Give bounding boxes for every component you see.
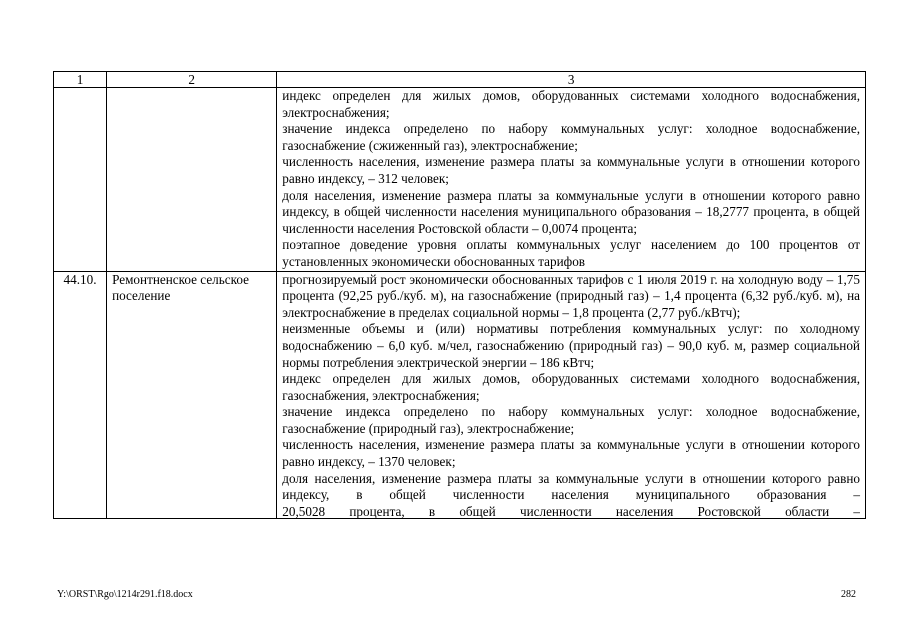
paragraph: поэтапное доведение уровня оплаты коммунальных услуг населением до 100 процентов от установленных экономически обоснованных тарифов — [282, 237, 860, 269]
header-col-2: 2 — [107, 72, 277, 88]
paragraph: неизменные объемы и (или) нормативы потребления коммунальных услуг: по холодному водоснабжению – 6,0 куб. м/чел, газоснабжению (природный газ) – 90,0 куб. м, размер социальной нормы потребления электрической энергии – 186 кВтч; — [282, 321, 860, 370]
settlement-name-cell: Ремонтненское сельское поселение — [107, 271, 277, 518]
table-row-continued — [54, 88, 866, 272]
header-col-3: 3 — [277, 72, 866, 88]
paragraph: 20,5028 процента, в общей численности населения Ростовской области – — [282, 503, 860, 518]
description-cell — [277, 88, 866, 272]
paragraph: доля населения, изменение размера платы за коммунальные услуги в отношении которого равно индексу, в общей численности населения муниципального образования – — [282, 470, 860, 503]
header-col-1: 1 — [54, 72, 107, 88]
footer-page-number: 282 — [841, 589, 856, 600]
row-number-cell — [54, 88, 107, 272]
footer-file-path: Y:\ORST\Rgo\1214r291.f18.docx — [57, 589, 193, 600]
document-table — [53, 71, 866, 519]
paragraph: значение индекса определено по набору коммунальных услуг: холодное водоснабжение, газоснабжение (сжиженный газ), электроснабжение; — [282, 121, 860, 153]
paragraph: прогнозируемый рост экономически обоснованных тарифов с 1 июля 2019 г. на холодную воду – 1,75 процента (92,25 руб./куб. м), на газоснабжение (природный газ) – 1,4 процента (6,32 руб./куб. м), на электроснабжение в пределах социальной нормы – 1,8 процента (2,77 руб./кВтч); — [282, 271, 860, 320]
paragraph: численность населения, изменение размера платы за коммунальные услуги в отношении которого равно индексу, – 1370 человек; — [282, 437, 860, 470]
table-row-44-10 — [54, 271, 866, 518]
paragraph: значение индекса определено по набору коммунальных услуг: холодное водоснабжение, газоснабжение (природный газ), электроснабжение; — [282, 404, 860, 436]
paragraph: индекс определен для жилых домов, оборудованных системами холодного водоснабжения, электроснабжения; — [282, 88, 860, 120]
paragraph: доля населения, изменение размера платы за коммунальные услуги в отношении которого равно индексу, в общей численности населения муниципального образования – 18,2777 процента, в общей численности населения Ростовской области – 0,0074 процента; — [282, 187, 860, 236]
table-header-row — [54, 72, 866, 88]
row-number-cell: 44.10. — [54, 271, 107, 518]
paragraph: индекс определен для жилых домов, оборудованных системами холодного водоснабжения, газоснабжения, электроснабжения; — [282, 371, 860, 403]
description-cell — [277, 271, 866, 518]
settlement-name-cell — [107, 88, 277, 272]
paragraph: численность населения, изменение размера платы за коммунальные услуги в отношении которого равно индексу, – 312 человек; — [282, 154, 860, 186]
